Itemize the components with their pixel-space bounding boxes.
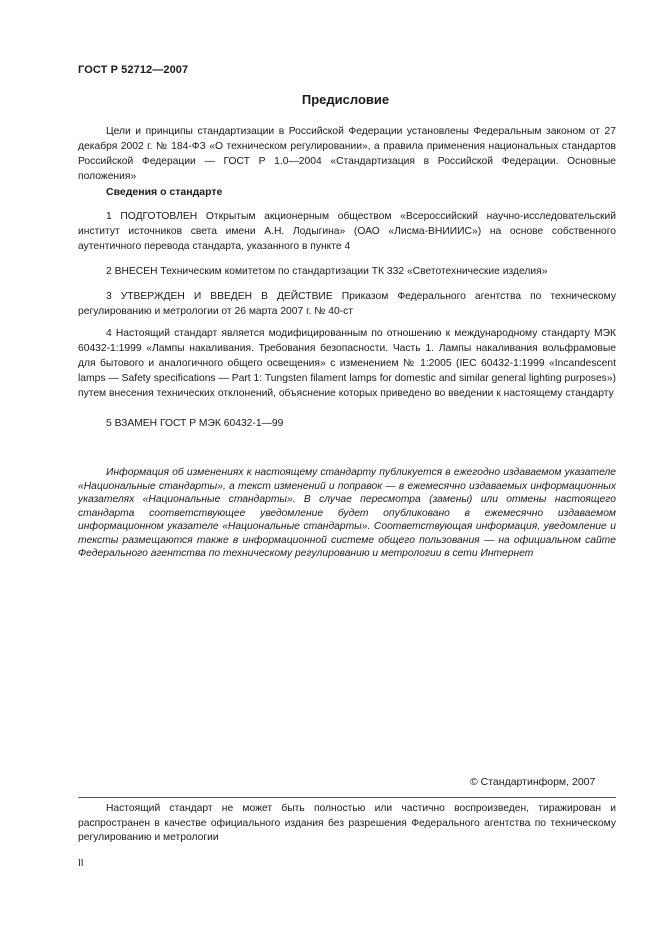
list-item: 4 Настоящий стандарт является модифицированным по отношению к международному стандарту МЭК 60432-1:1999 «Лампы накаливания. Требования безопасности. Часть 1. Лампы накаливания вольфрамовые для бытового и аналогичного общего освещения» с изменением № 1:2005 (IEC 60432-1:1999 «Incandescent lamps — Safety specifications — Part 1: Tungsten filament lamps for domestic and similar general lighting purposes») путем внесения технических отклонений, объяснение которых приведено во введении к настоящему стандарту: [78, 328, 616, 399]
intro-paragraph: Цели и принципы стандартизации в Российской Федерации установлены Федеральным законом от 27 декабря 2002 г. № 184-ФЗ «О техническом регулировании», а правила применения национальных стандартов Российской Федерации — ГОСТ Р 1.0—2004 «Стандартизация в Российской Федерации. Основные положения»: [78, 126, 616, 182]
changes-info-paragraph: Информация об изменениях к настоящему стандарту публикуется в ежегодно издаваемом указателе «Национальные стандарты», а текст изменений и поправок — в ежемесячно издаваемых информационных указателях «Национальные стандарты». В случае пересмотра (замены) или отмены настоящего стандарта соответствующее уведомление будет опубликовано в ежемесячно издаваемом информационном указателе «Национальные стандарты». Соответствующая информация, уведомление и тексты размещаются также в информационной системе общего пользования — на официальном сайте Федерального агентства по техническому регулированию и метрологии в сети Интернет: [78, 467, 616, 559]
page-number: II: [78, 858, 84, 869]
list-item: 2 ВНЕСЕН Техническим комитетом по стандартизации ТК 332 «Светотехнические изделия»: [106, 266, 548, 277]
list-item: 1 ПОДГОТОВЛЕН Открытым акционерным обществом «Всероссийский научно-исследовательский институт источников света имени А.Н. Лодыгина» (ОАО «Лисма-ВНИИИС») на основе собственного аутентичного перевода стандарта, указанного в пункте 4: [78, 211, 616, 252]
list-item: 5 ВЗАМЕН ГОСТ Р МЭК 60432-1—99: [106, 418, 284, 429]
page-title: Предисловие: [301, 92, 390, 107]
copyright-notice: © Стандартинформ, 2007: [470, 776, 596, 788]
list-item: 3 УТВЕРЖДЕН И ВВЕДЕН В ДЕЙСТВИЕ Приказом Федерального агентства по техническому регулированию и метрологии от 26 марта 2007 г. № 40-ст: [78, 291, 616, 317]
divider: [78, 797, 616, 798]
reproduction-notice: Настоящий стандарт не может быть полностью или частично воспроизведен, тиражирован и распространен в качестве официального издания без разрешения Федерального агентства по техническому регулированию и метрологии: [78, 803, 616, 843]
info-heading: Сведения о стандарте: [106, 186, 223, 198]
standard-code: ГОСТ Р 52712—2007: [78, 64, 189, 76]
